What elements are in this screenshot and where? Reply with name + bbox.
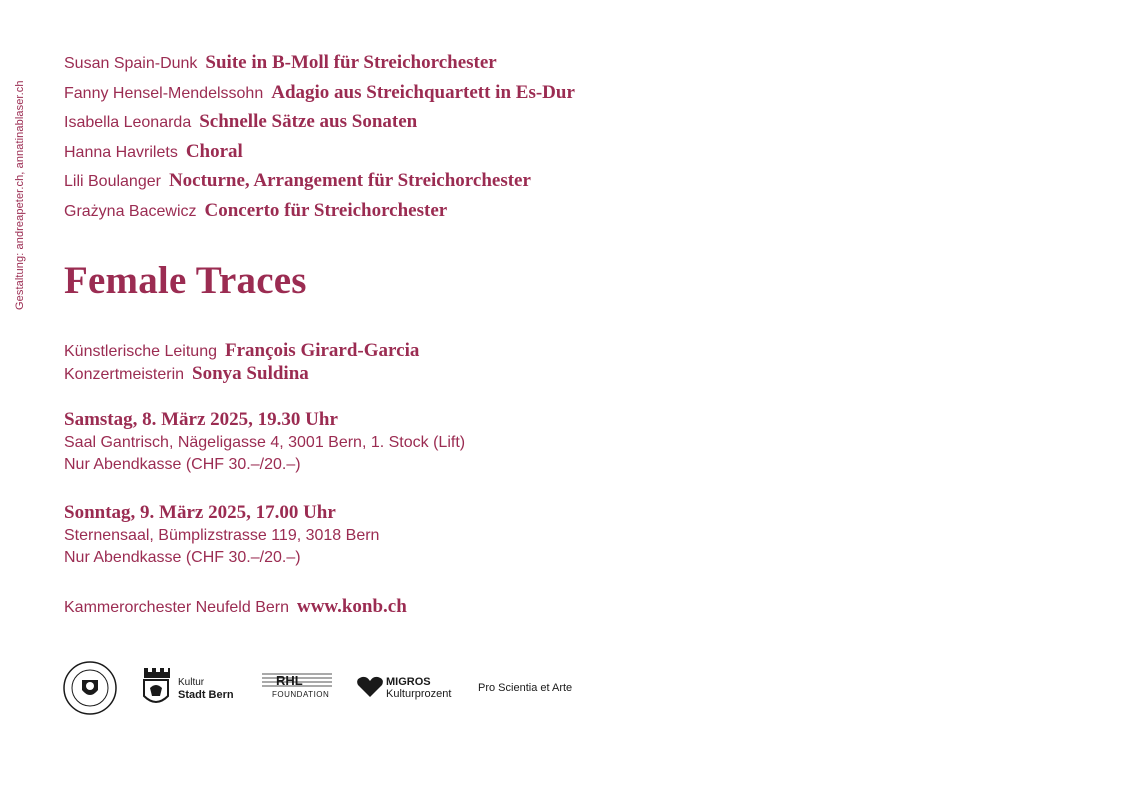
organizer-name: Kammerorchester Neufeld Bern	[64, 599, 289, 616]
migros-logo-line2: Kulturprozent	[386, 688, 452, 700]
event-tickets: Nur Abendkasse (CHF 30.–/20.–)	[64, 549, 301, 566]
work-title: Adagio aus Streichquartett in Es-Dur	[271, 81, 575, 103]
composer-name: Susan Spain-Dunk	[64, 55, 198, 72]
work-title: Concerto für Streichorchester	[204, 199, 448, 221]
migros-logo-text	[386, 676, 451, 700]
program-item	[64, 109, 575, 139]
program-item	[64, 50, 575, 80]
composer-name: Isabella Leonarda	[64, 114, 192, 132]
composer-name: Fanny Hensel-Mendelssohn	[64, 84, 264, 102]
program-item	[64, 80, 575, 110]
rhl-foundation-logo	[262, 672, 332, 699]
event-tickets: Nur Abendkasse (CHF 30.–/20.–)	[64, 456, 301, 473]
kultur-logo-line2: Stadt Bern	[178, 689, 234, 701]
composer-name: Hanna Havrilets	[64, 143, 178, 161]
event-saturday	[64, 408, 465, 476]
program-item	[64, 198, 575, 228]
rhl-mark: RHL	[276, 673, 303, 688]
society-seal-logo	[62, 660, 118, 716]
event-date: Samstag, 8. März 2025, 19.30 Uhr	[64, 409, 338, 430]
program-list	[64, 50, 575, 228]
composer-name: Grażyna Bacewicz	[64, 202, 197, 220]
program-item	[64, 168, 575, 198]
concertmaster-label: Konzertmeisterin	[64, 366, 185, 383]
event-sunday	[64, 501, 379, 569]
pro-scientia-et-arte-logo: Pro Scientia et Arte	[478, 682, 573, 694]
composer-name: Lili Boulanger	[64, 173, 161, 191]
work-title: Suite in B-Moll für Streichorchester	[205, 52, 497, 73]
artistic-director-label: Künstlerische Leitung	[64, 343, 217, 360]
work-title: Schnelle Sätze aus Sonaten	[199, 111, 418, 133]
heart-icon	[356, 676, 384, 698]
work-title: Nocturne, Arrangement für Streichorchester	[168, 170, 531, 192]
organizer-line	[64, 596, 407, 618]
performer-credits	[64, 340, 419, 386]
kultur-logo-line1: Kultur	[178, 677, 205, 688]
migros-logo-line1: MIGROS	[386, 676, 431, 688]
bern-bear-icon	[142, 666, 170, 708]
migros-kulturprozent-logo	[356, 676, 452, 703]
organizer-website-link[interactable]: www.konb.ch	[296, 596, 407, 617]
event-date: Sonntag, 9. März 2025, 17.00 Uhr	[64, 502, 336, 523]
concertmaster-name: Sonya Suldina	[192, 363, 309, 384]
event-venue: Sternensaal, Bümplizstrasse 119, 3018 Bern	[64, 527, 380, 544]
artistic-director-name: François Girard-Garcia	[224, 340, 420, 361]
event-venue: Saal Gantrisch, Nägeligasse 4, 3001 Bern, 1. Stock (Lift)	[64, 434, 466, 451]
design-credit: Gestaltung: andreapeter.ch, annatinablaser.ch	[14, 80, 26, 310]
kultur-logo-text	[178, 676, 234, 702]
program-item	[64, 139, 575, 169]
concert-title: Female Traces	[64, 259, 307, 302]
concertmaster-line	[64, 363, 419, 386]
artistic-director-line	[64, 340, 419, 363]
kultur-stadt-bern-logo	[142, 666, 234, 713]
work-title: Choral	[185, 140, 243, 162]
rhl-logo-foundation: FOUNDATION	[272, 690, 330, 699]
